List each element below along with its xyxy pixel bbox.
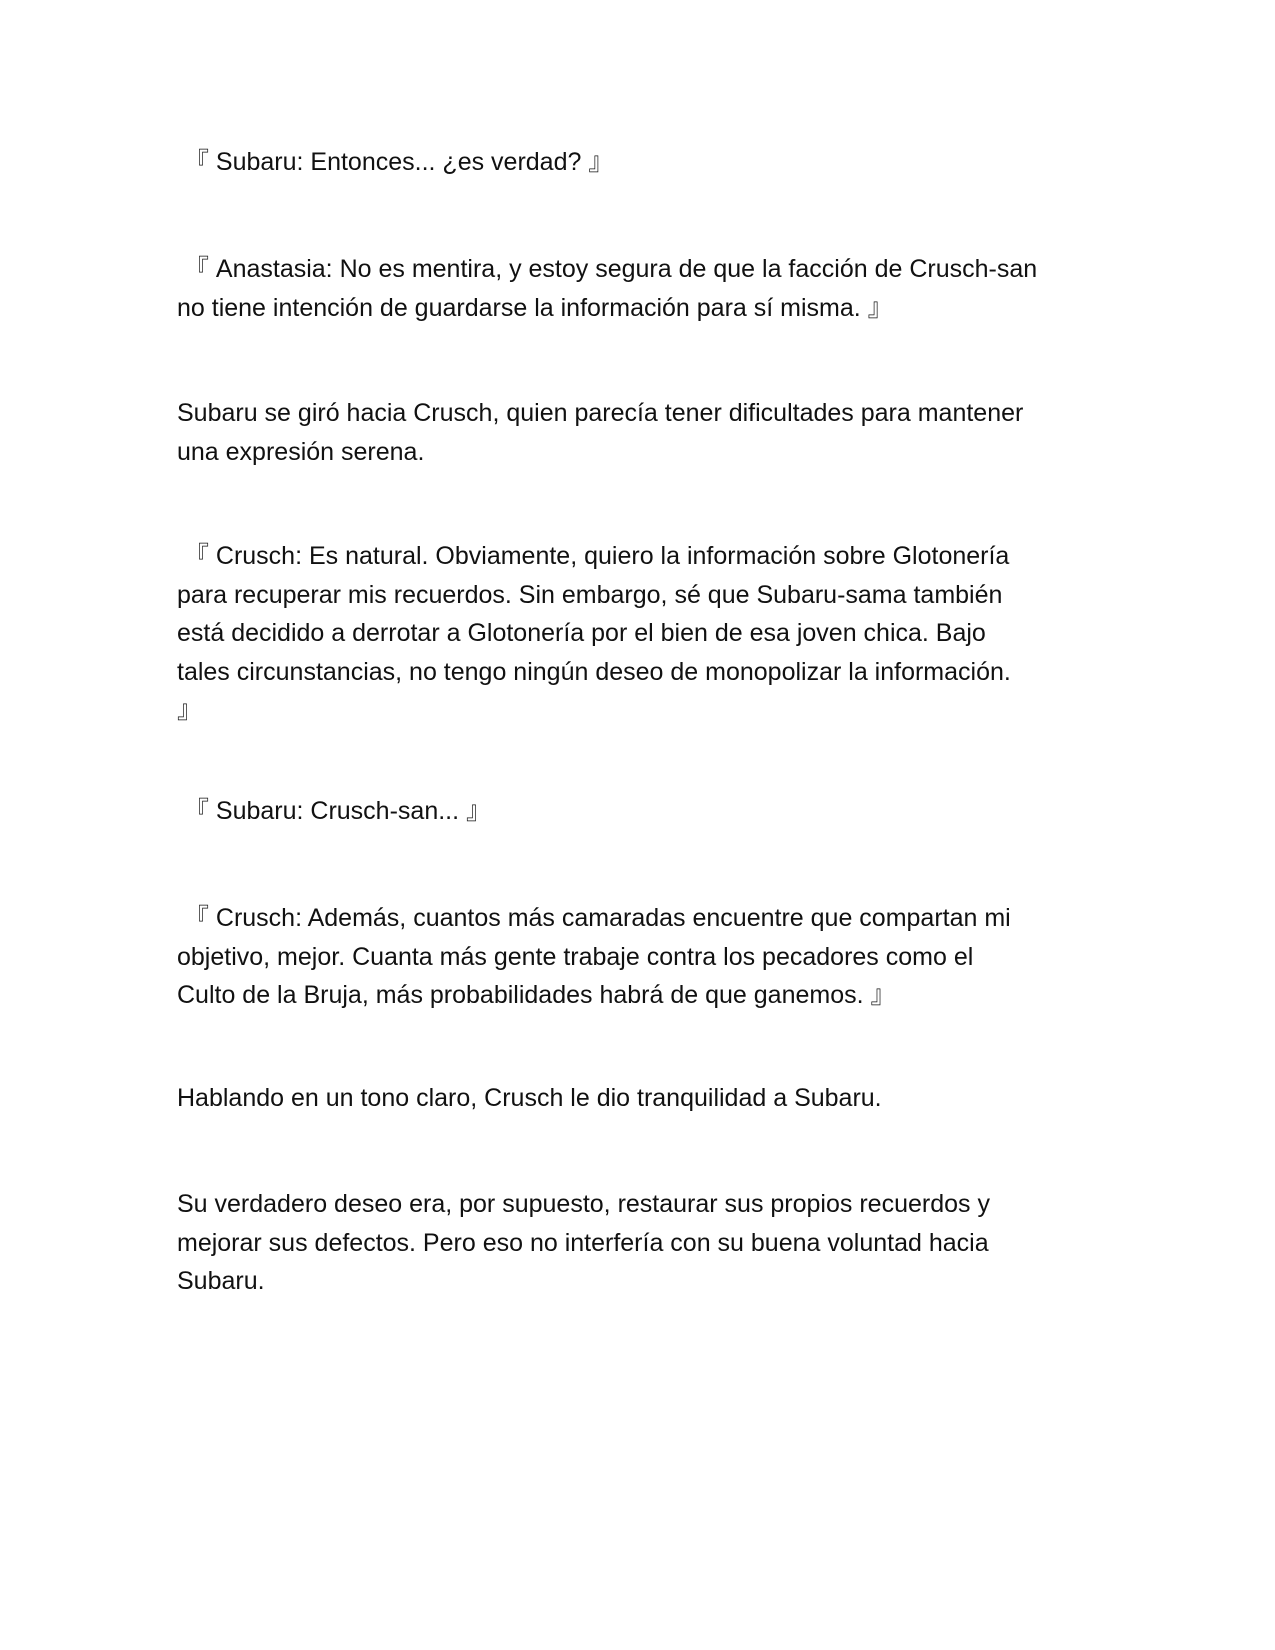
text-line: Subaru. — [177, 1267, 265, 1295]
text-line: Subaru se giró hacia Crusch, quien parecía tener dificultades para mantener — [177, 399, 1024, 427]
text-line: para recuperar mis recuerdos. Sin embargo, sé que Subaru-sama también — [177, 580, 1003, 609]
text-line: está decidido a derrotar a Glotonería por el bien de esa joven chica. Bajo — [177, 619, 986, 647]
text-line: 『 Subaru: Crusch-san... 』 — [177, 797, 492, 825]
narration-paragraph-2 — [177, 1079, 1097, 1118]
text-line: tales circunstancias, no tengo ningún deseo de monopolizar la información. — [177, 657, 1011, 686]
text-line: 『 Anastasia: No es mentira, y estoy segura de que la facción de Crusch-san — [177, 255, 1038, 283]
text-line: 『 Crusch: Además, cuantos más camaradas encuentre que compartan mi — [177, 904, 1011, 932]
text-line: 』 — [177, 696, 203, 724]
narration-paragraph-3 — [177, 1185, 1097, 1301]
dialogue-anastasia — [177, 250, 1097, 327]
text-line: mejorar sus defectos. Pero eso no interfería con su buena voluntad hacia — [177, 1228, 989, 1257]
text-line: 『 Crusch: Es natural. Obviamente, quiero la información sobre Glotonería — [177, 542, 1010, 570]
text-line: no tiene intención de guardarse la información para sí misma. 』 — [177, 293, 893, 322]
text-line: Culto de la Bruja, más probabilidades habrá de que ganemos. 』 — [177, 981, 896, 1009]
text-line: Hablando en un tono claro, Crusch le dio tranquilidad a Subaru. — [177, 1084, 882, 1112]
dialogue-crusch-2 — [177, 899, 1097, 1015]
dialogue-subaru-1 — [177, 143, 1097, 182]
narration-paragraph-1 — [177, 394, 1097, 471]
text-line: objetivo, mejor. Cuanta más gente trabaje contra los pecadores como el — [177, 942, 974, 971]
dialogue-subaru-2 — [177, 792, 1097, 831]
text-line: una expresión serena. — [177, 437, 425, 466]
text-line: 『 Subaru: Entonces... ¿es verdad? 』 — [177, 148, 614, 176]
text-line: Su verdadero deseo era, por supuesto, restaurar sus propios recuerdos y — [177, 1190, 990, 1218]
dialogue-crusch-1 — [177, 537, 1097, 730]
